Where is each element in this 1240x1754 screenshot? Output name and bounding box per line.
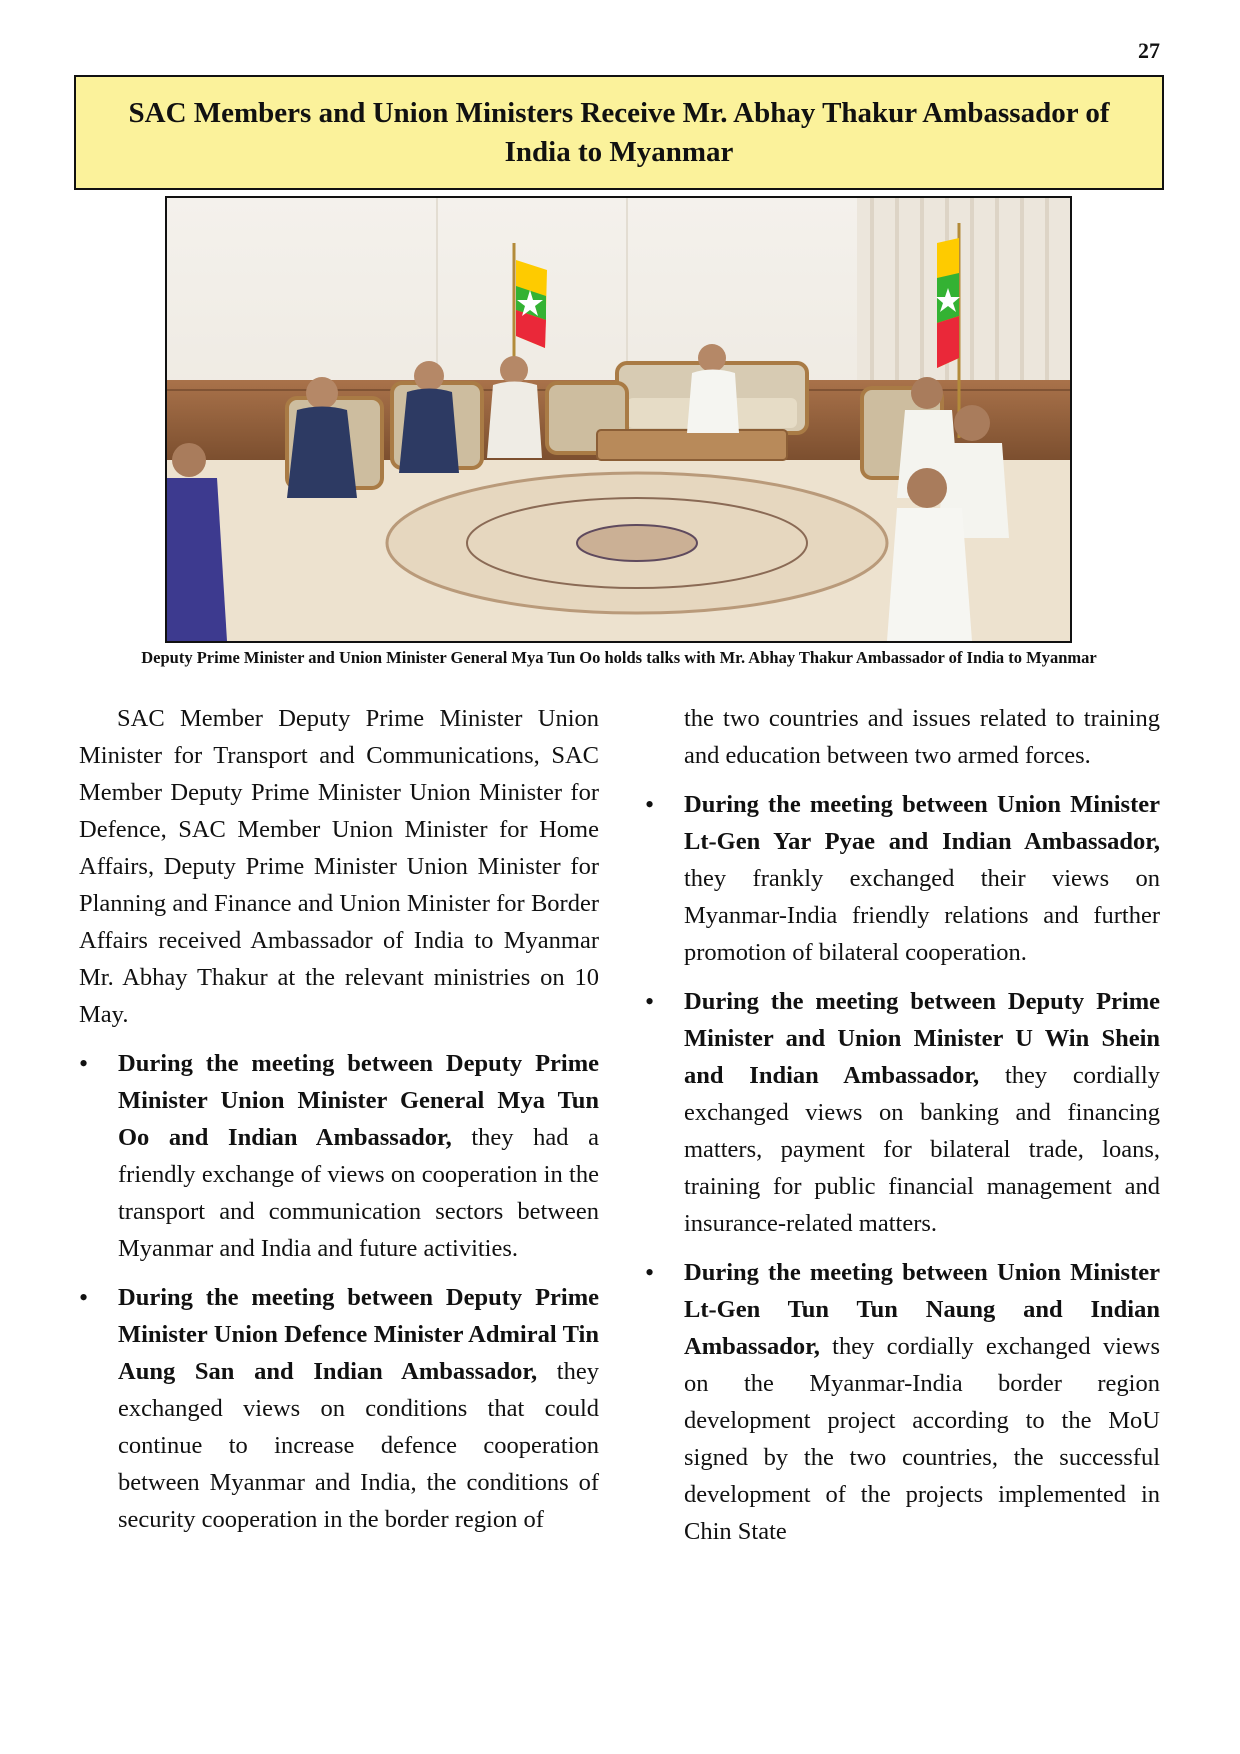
right-column (645, 700, 1160, 1562)
meeting-photo (165, 196, 1072, 643)
list-item (79, 1279, 599, 1538)
list-item (645, 1254, 1160, 1550)
bullet-text: they exchanged views on conditions that could continue to increase defence cooperation between Myanmar and India, the conditions of security cooperation in the border region of (118, 1358, 599, 1533)
bullet-lead: During the meeting between Union Minister Lt-Gen Yar Pyae and Indian Ambassador, (684, 791, 1160, 855)
bullet-text: they frankly exchanged their views on Myanmar-India friendly relations and further promotion of bilateral cooperation. (684, 865, 1160, 966)
continued-paragraph: the two countries and issues related to training and education between two armed forces. (684, 705, 1160, 769)
left-column (79, 700, 599, 1550)
meeting-photo-illustration (167, 198, 1070, 641)
list-item (79, 1045, 599, 1267)
page-title: SAC Members and Union Ministers Receive Mr. Abhay Thakur Ambassador of India to Myanmar (128, 96, 1110, 168)
page-number: 27 (1138, 38, 1160, 63)
bullet-text: they cordially exchanged views on the Myanmar-India border region development project according to the MoU signed by the two countries, the successful development of the projects implemented in Chin State (684, 1333, 1160, 1545)
left-bullet-list (79, 1045, 599, 1538)
intro-paragraph: SAC Member Deputy Prime Minister Union Minister for Transport and Communications, SAC Member Deputy Prime Minister Union Minister for Defence, SAC Member Union Minister for Home Affairs, Deputy Prime Minister Union Minister for Planning and Finance and Union Minister for Border Affairs received Ambassador of India to Myanmar Mr. Abhay Thakur at the relevant ministries on 10 May. (79, 705, 599, 1028)
bullet-lead: During the meeting between Deputy Prime Minister Union Defence Minister Admiral Tin Aung San and Indian Ambassador, (118, 1284, 599, 1385)
bullet-lead: During the meeting between Union Minister Lt-Gen Tun Tun Naung and Indian Ambassador, (684, 1259, 1160, 1360)
right-bullet-list (645, 786, 1160, 1550)
bullet-text: they had a friendly exchange of views on cooperation in the transport and communication sectors between Myanmar and India and future activities. (118, 1124, 599, 1262)
bullet-lead: During the meeting between Deputy Prime Minister and Union Minister U Win Shein and Indian Ambassador, (684, 988, 1160, 1089)
bullet-lead: During the meeting between Deputy Prime Minister Union Minister General Mya Tun Oo and Indian Ambassador, (118, 1050, 599, 1151)
photo-caption: Deputy Prime Minister and Union Minister General Mya Tun Oo holds talks with Mr. Abhay Thakur Ambassador of India to Myanmar (141, 648, 1097, 667)
bullet-text: they cordially exchanged views on banking and financing matters, payment for bilateral trade, loans, training for public financial management and insurance-related matters. (684, 1062, 1160, 1237)
title-banner (74, 75, 1164, 190)
list-item (645, 983, 1160, 1242)
list-item (645, 786, 1160, 971)
